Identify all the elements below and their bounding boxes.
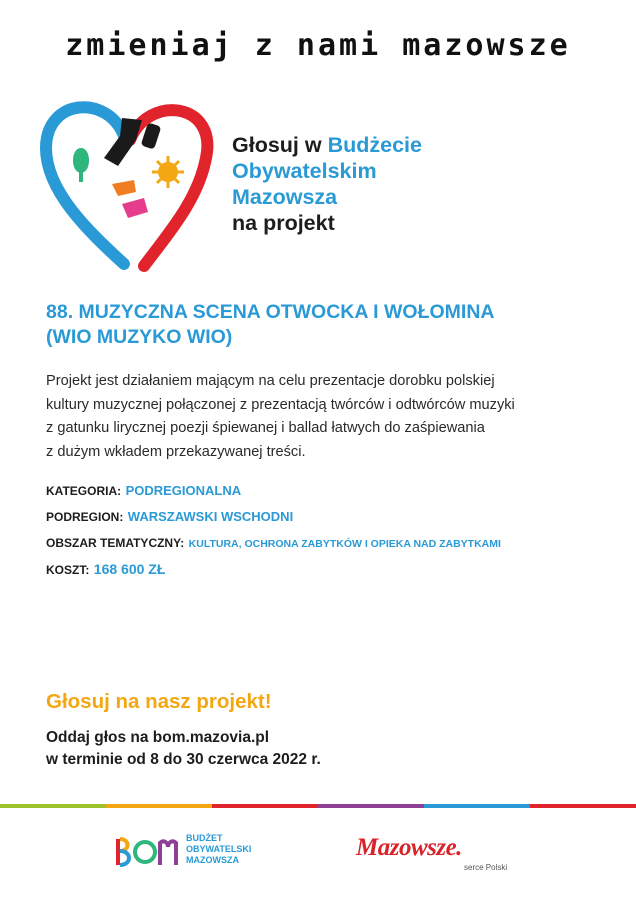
detail-subregion [46,507,606,533]
project-title-line1: 88. MUZYCZNA SCENA OTWOCKA I WOŁOMINA [46,301,495,323]
bom-text-line2: OBYWATELSKI [186,844,252,854]
project-title-line2: (WIO MUZYKO WIO) [46,326,233,348]
headline-line2: Obywatelskim [232,159,377,183]
tree-icon [73,148,89,173]
detail-value: WARSZAWSKI WSCHODNI [127,509,294,524]
headline-line1-a: Głosuj w [232,133,328,157]
heart-face-logo [38,96,218,276]
detail-thematic-area [46,533,606,559]
mazowsze-tagline: serce Polski [464,863,508,872]
vote-info-line2: w terminie od 8 do 30 czerwca 2022 r. [46,751,321,768]
detail-value: PODREGIONALNA [125,483,242,498]
cta-heading: Głosuj na nasz projekt! [46,690,272,713]
detail-label: KOSZT: [46,563,90,577]
heart-right-red-icon [130,110,207,266]
mouth-icon [122,198,148,218]
bom-text-line1: BUDŻET [186,833,223,843]
description-line: z dużym wkładem przekazywanej treści. [46,443,306,460]
heart-left-blue-icon [46,107,124,264]
color-stripe [0,804,636,808]
bom-text-line3: MAZOWSZA [186,855,239,865]
stripe-segment [424,804,530,808]
stripe-segment [212,804,318,808]
headline-line1-b: Budżecie [327,133,422,157]
mazowsze-logo [356,834,526,872]
nose-icon [112,180,136,196]
detail-label: OBSZAR TEMATYCZNY: [46,536,185,550]
bom-logo-text [186,833,251,866]
mazowsze-wordmark: Mazowsze. [356,834,462,861]
detail-label: PODREGION: [46,510,124,524]
bom-logo [116,835,178,869]
project-details [46,481,606,585]
stripe-segment [318,804,424,808]
detail-cost [46,559,606,585]
headline-line3: Mazowsza [232,185,338,209]
detail-value: 168 600 ZŁ [93,561,166,577]
detail-category [46,481,606,507]
description-line: Projekt jest działaniem mającym na celu prezentacje dorobku polskiej [46,373,495,389]
description-line: z gatunku lirycznej poezji śpiewanej i ballad łatwych do zaśpiewania [46,420,485,436]
face-eyes-icon [104,118,142,166]
headline-line4: na projekt [232,211,335,235]
vote-info [46,727,321,771]
headline [232,132,422,236]
vote-info-line1: Oddaj głos na bom.mazovia.pl [46,729,270,746]
project-description [46,370,606,464]
detail-label: KATEGORIA: [46,484,122,498]
stripe-segment [530,804,636,808]
stripe-segment [106,804,212,808]
description-line: kultury muzycznej połączonej z prezentacją twórców i odtwórców muzyki [46,396,515,413]
slogan-header: zmieniaj z nami mazowsze [65,28,571,63]
project-title [46,300,606,350]
stripe-segment [0,804,106,808]
detail-value: KULTURA, OCHRONA ZABYTKÓW I OPIEKA NAD ZABYTKAMI [188,538,501,550]
